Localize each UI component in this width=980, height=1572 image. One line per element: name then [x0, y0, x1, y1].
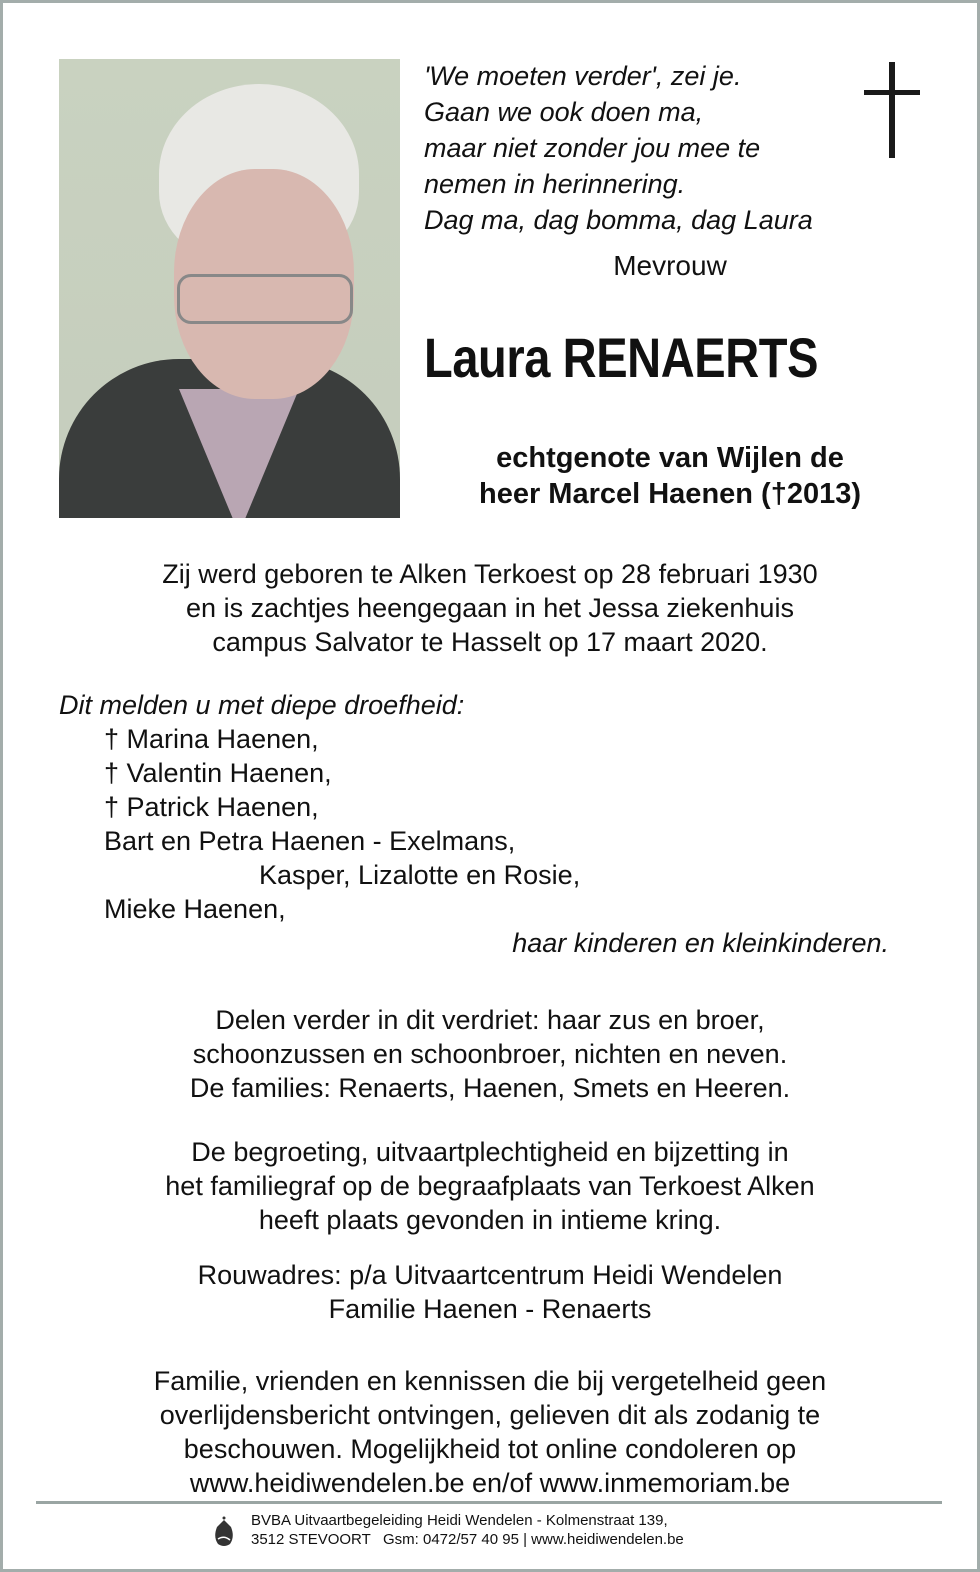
birth-death-info: [40, 557, 940, 659]
footer-line: 3512 STEVOORT Gsm: 0472/57 40 95 | www.heidiwendelen.be: [251, 1531, 684, 1548]
poem: [424, 58, 813, 238]
text-line: Zij werd geboren te Alken Terkoest op 28 februari 1930: [162, 559, 818, 589]
text-line: het familiegraf op de begraafplaats van Terkoest Alken: [165, 1171, 815, 1201]
announcer: † Valentin Haenen,: [104, 758, 332, 788]
poem-line: Dag ma, dag bomma, dag Laura: [424, 205, 813, 235]
spouse-line: heer Marcel Haenen (†2013): [478, 478, 862, 510]
divider: [36, 1501, 942, 1504]
poem-line: 'We moeten verder', zei je.: [424, 61, 742, 91]
honorific: Mevrouw: [613, 250, 727, 281]
family-info: [40, 1003, 940, 1105]
text-line: schoonzussen en schoonbroer, nichten en neven.: [192, 1039, 788, 1069]
announcer: Mieke Haenen,: [104, 894, 286, 924]
announcer: † Patrick Haenen,: [104, 792, 319, 822]
announcer: Bart en Petra Haenen - Exelmans,: [104, 826, 516, 856]
funeral-home-logo-icon: [213, 1515, 235, 1547]
poem-line: nemen in herinnering.: [424, 169, 686, 199]
text-line: campus Salvator te Hasselt op 17 maart 2020.: [212, 627, 768, 657]
announcers: [59, 688, 889, 960]
deceased-name: Laura RENAERTS: [424, 326, 819, 389]
text-line: overlijdensbericht ontvingen, gelieven dit als zodanig te: [159, 1400, 821, 1430]
announcer: Kasper, Lizalotte en Rosie,: [259, 860, 581, 890]
footer-line: BVBA Uitvaartbegeleiding Heidi Wendelen - Kolmenstraat 139,: [251, 1512, 668, 1529]
text-line: heeft plaats gevonden in intieme kring.: [258, 1205, 722, 1235]
condolence-notice: [40, 1364, 940, 1500]
text-line: De families: Renaerts, Haenen, Smets en Heeren.: [189, 1073, 791, 1103]
spouse-info: [410, 440, 930, 512]
spouse-line: echtgenote van Wijlen de: [496, 442, 844, 474]
text-line: en is zachtjes heengegaan in het Jessa ziekenhuis: [186, 593, 794, 623]
text-line: Rouwadres: p/a Uitvaartcentrum Heidi Wendelen: [197, 1260, 783, 1290]
announcers-closing: haar kinderen en kleinkinderen.: [512, 928, 889, 958]
announcer: † Marina Haenen,: [104, 724, 319, 754]
portrait-photo: [59, 59, 400, 518]
poem-line: Gaan we ook doen ma,: [424, 97, 704, 127]
mourning-address: [40, 1258, 940, 1326]
cross-icon: [864, 62, 920, 158]
text-line: Familie Haenen - Renaerts: [328, 1294, 652, 1324]
text-line: De begroeting, uitvaartplechtigheid en bijzetting in: [191, 1137, 789, 1167]
announcers-intro: Dit melden u met diepe droefheid:: [59, 690, 465, 720]
ceremony-info: [40, 1135, 940, 1237]
text-line: www.heidiwendelen.be en/of www.inmemoriam.be: [189, 1468, 791, 1498]
text-line: Delen verder in dit verdriet: haar zus en broer,: [215, 1005, 765, 1035]
poem-line: maar niet zonder jou mee te: [424, 133, 761, 163]
text-line: beschouwen. Mogelijkheid tot online condoleren op: [183, 1434, 797, 1464]
text-line: Familie, vrienden en kennissen die bij vergetelheid geen: [153, 1366, 827, 1396]
